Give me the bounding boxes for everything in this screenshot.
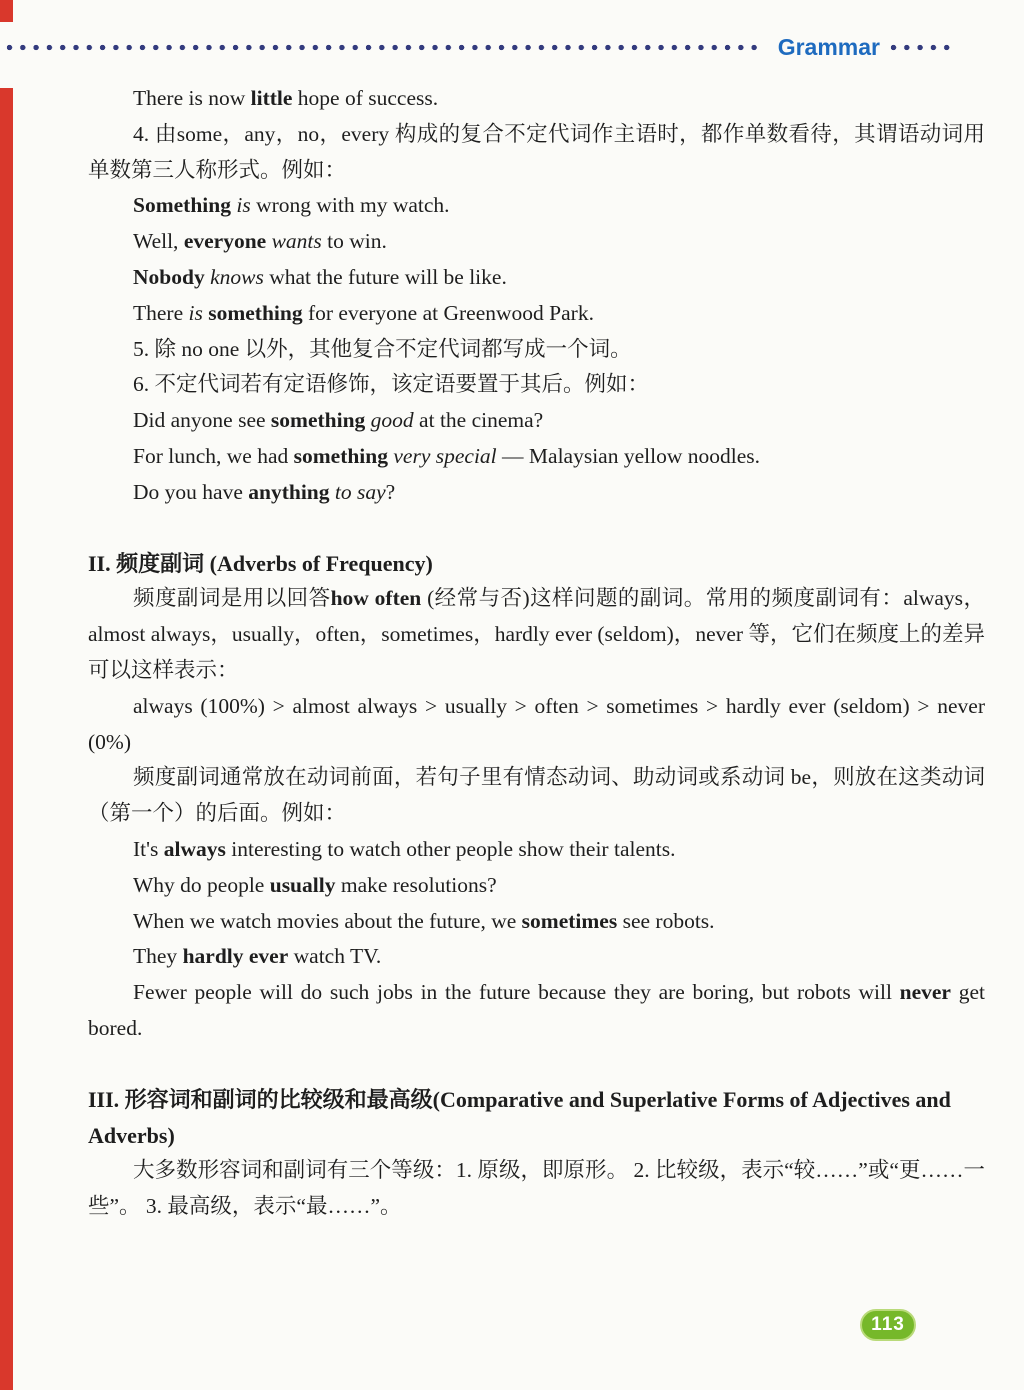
example-sentence: When we watch movies about the future, we sometimes see robots. [133, 908, 715, 933]
paragraph-degrees: 大多数形容词和副词有三个等级：1. 原级，即原形。 2. 比较级，表示“较……”或“更……一些”。 3. 最高级，表示“最……”。 [88, 1158, 985, 1219]
section-heading-2: II. 频度副词 (Adverbs of Frequency) [88, 550, 433, 576]
dotted-divider-right [890, 44, 956, 51]
example-sentence: They hardly ever watch TV. [133, 944, 382, 969]
paragraph-frequency-scale: always (100%) > almost always > usually > often > sometimes > hardly ever (seldom) > never (0%) [88, 693, 985, 754]
example-sentence: Well, everyone wants to win. [133, 229, 387, 254]
section-label-grammar: Grammar [777, 34, 880, 60]
example-sentence: There is something for everyone at Greenwood Park. [133, 300, 594, 325]
paragraph-rule-4: 4. 由some，any，no，every 构成的复合不定代词作主语时，都作单数看待，其谓语动词用单数第三人称形式。例如： [88, 121, 985, 182]
example-sentence: There is now little hope of success. [133, 86, 439, 110]
content [88, 81, 985, 1225]
example-sentence: Do you have anything to say? [133, 479, 396, 504]
page-number-badge [860, 1309, 916, 1341]
example-sentence: Did anyone see something good at the cinema? [133, 408, 544, 433]
example-sentence: Why do people usually make resolutions? [133, 872, 497, 897]
example-sentence: Something is wrong with my watch. [133, 193, 450, 218]
page-header [6, 34, 956, 60]
page-edge-red-strip [0, 88, 13, 1390]
example-sentence: It's always interesting to watch other people show their talents. [133, 836, 676, 861]
page-edge-red-corner [0, 0, 13, 22]
paragraph-frequency-intro: 频度副词是用以回答how often (经常与否)这样问题的副词。常用的频度副词有：always，almost always，usually，often，sometimes，hardly ever (seldom)，never 等，它们在频度上的差异可以这样表示： [88, 586, 985, 682]
example-paragraph: Fewer people will do such jobs in the future because they are boring, but robots will never get bored. [88, 980, 985, 1040]
section-heading-3: III. 形容词和副词的比较级和最高级(Comparative and Superlative Forms of Adjectives and Adverbs) [88, 1086, 951, 1148]
paragraph-rule-6: 6. 不定代词若有定语修饰，该定语要置于其后。例如： [133, 372, 650, 397]
page-number: 113 [871, 1314, 905, 1335]
paragraph-rule-5: 5. 除 no one 以外，其他复合不定代词都写成一个词。 [133, 336, 632, 361]
dotted-divider-left [6, 44, 764, 51]
paragraph-frequency-position: 频度副词通常放在动词前面，若句子里有情态动词、助动词或系动词 be，则放在这类动词（第一个）的后面。例如： [88, 765, 985, 826]
example-sentence: For lunch, we had something very special — Malaysian yellow noodles. [133, 443, 760, 468]
example-sentence: Nobody knows what the future will be like. [133, 264, 507, 289]
